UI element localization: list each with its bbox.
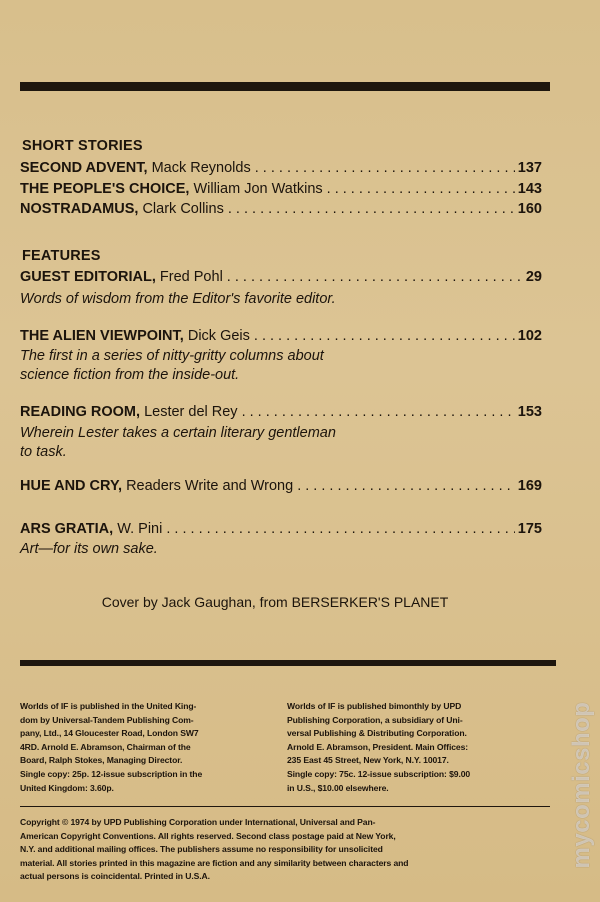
description-line: to task. <box>20 444 67 460</box>
entry-page: 153 <box>517 404 542 420</box>
toc-entry-second-advent <box>20 160 542 176</box>
entry-author: W. Pini <box>117 521 163 537</box>
fine-print-line: dom by Universal-Tandem Publishing Com- <box>20 714 194 725</box>
features-heading: FEATURES <box>22 248 101 264</box>
entry-page: 175 <box>517 521 542 537</box>
entry-author: Lester del Rey <box>144 404 238 420</box>
leader-dots <box>327 181 515 197</box>
leader-dots <box>255 160 515 176</box>
publisher-info-us <box>287 700 549 795</box>
fine-print-line: in U.S., $10.00 elsewhere. <box>287 782 389 793</box>
fine-print-line: Single copy: 75c. 12-issue subscription: $9.00 <box>287 768 471 779</box>
fine-print-line: United Kingdom: 3.60p. <box>20 782 114 793</box>
fine-print-line: material. All stories printed in this magazine are fiction and any similarity between characters and <box>20 857 409 868</box>
fine-print-line: 4RD. Arnold E. Abramson, Chairman of the <box>20 741 191 752</box>
entry-description <box>20 540 440 559</box>
fine-print-line: N.Y. and additional mailing offices. The publishers assume no responsibility for unsolicited <box>20 844 383 855</box>
leader-dots <box>242 404 515 420</box>
entry-page: 143 <box>517 181 542 197</box>
toc-entry-alien-viewpoint <box>20 328 542 344</box>
fine-print-line: American Copyright Conventions. All rights reserved. Second class postage paid at New York, <box>20 830 396 841</box>
fine-print-line: Worlds of IF is published bimonthly by UPD <box>287 701 462 711</box>
toc-entry-ars-gratia <box>20 521 542 537</box>
entry-title: HUE AND CRY, <box>20 478 123 494</box>
description-line: Art—for its own sake. <box>20 541 158 557</box>
entry-page: 102 <box>517 328 542 344</box>
publisher-info-uk <box>20 700 272 795</box>
fine-print-line: Copyright © 1974 by UPD Publishing Corporation under International, Universal and Pan- <box>20 817 376 827</box>
leader-dots <box>166 521 514 537</box>
entry-page: 169 <box>517 478 542 494</box>
copyright-notice <box>20 816 568 884</box>
fine-print-line: 235 East 45 Street, New York, N.Y. 10017. <box>287 755 449 766</box>
fine-print-line: Board, Ralph Stokes, Managing Director. <box>20 755 183 766</box>
entry-title: READING ROOM, <box>20 404 141 420</box>
toc-entry-reading-room <box>20 404 542 420</box>
toc-entry-nostradamus <box>20 201 542 217</box>
fine-print-line: Worlds of IF is published in the United King- <box>20 701 197 711</box>
toc-entry-peoples-choice <box>20 181 542 197</box>
description-line: science fiction from the inside-out. <box>20 367 240 383</box>
entry-title: ARS GRATIA, <box>20 521 114 537</box>
leader-dots <box>227 269 523 285</box>
top-rule <box>20 82 550 91</box>
fine-print-line: Arnold E. Abramson, President. Main Offices: <box>287 741 469 752</box>
watermark-text: mycomicshop <box>568 701 595 869</box>
entry-author: Dick Geis <box>187 328 250 344</box>
toc-entry-guest-editorial <box>20 269 542 285</box>
bottom-rule <box>20 660 556 666</box>
entry-author: William Jon Watkins <box>193 181 323 197</box>
entry-author: Clark Collins <box>142 201 224 217</box>
description-line: Words of wisdom from the Editor's favorite editor. <box>20 291 336 307</box>
description-line: The first in a series of nitty-gritty columns about <box>20 348 324 364</box>
entry-title: SECOND ADVENT, <box>20 160 148 176</box>
leader-dots <box>228 201 515 217</box>
entry-title: THE PEOPLE'S CHOICE, <box>20 181 190 197</box>
fine-print-divider <box>20 806 550 807</box>
entry-title: GUEST EDITORIAL, <box>20 269 156 285</box>
fine-print-line: Publishing Corporation, a subsidiary of Uni- <box>287 714 463 725</box>
watermark <box>568 670 596 900</box>
description-line: Wherein Lester takes a certain literary gentleman <box>20 425 336 441</box>
toc-entry-hue-and-cry <box>20 478 542 494</box>
leader-dots <box>254 328 515 344</box>
fine-print-line: versal Publishing & Distributing Corporation. <box>287 728 467 739</box>
entry-title: THE ALIEN VIEWPOINT, <box>20 328 184 344</box>
entry-description <box>20 424 440 462</box>
entry-title: NOSTRADAMUS, <box>20 201 139 217</box>
cover-credit: Cover by Jack Gaughan, from BERSERKER'S PLANET <box>101 594 449 610</box>
entry-author: Mack Reynolds <box>151 160 251 176</box>
entry-description <box>20 347 440 385</box>
leader-dots <box>297 478 515 494</box>
entry-page: 160 <box>517 201 542 217</box>
fine-print-line: Single copy: 25p. 12-issue subscription in the <box>20 768 203 779</box>
fine-print-line: pany, Ltd., 14 Gloucester Road, London SW7 <box>20 728 199 739</box>
entry-author: Readers Write and Wrong <box>126 478 294 494</box>
short-stories-heading: SHORT STORIES <box>22 138 143 154</box>
entry-description <box>20 290 440 309</box>
entry-page: 137 <box>517 160 542 176</box>
entry-author: Fred Pohl <box>159 269 223 285</box>
entry-page: 29 <box>525 269 542 285</box>
fine-print-line: actual persons is coincidental. Printed in U.S.A. <box>20 871 210 882</box>
